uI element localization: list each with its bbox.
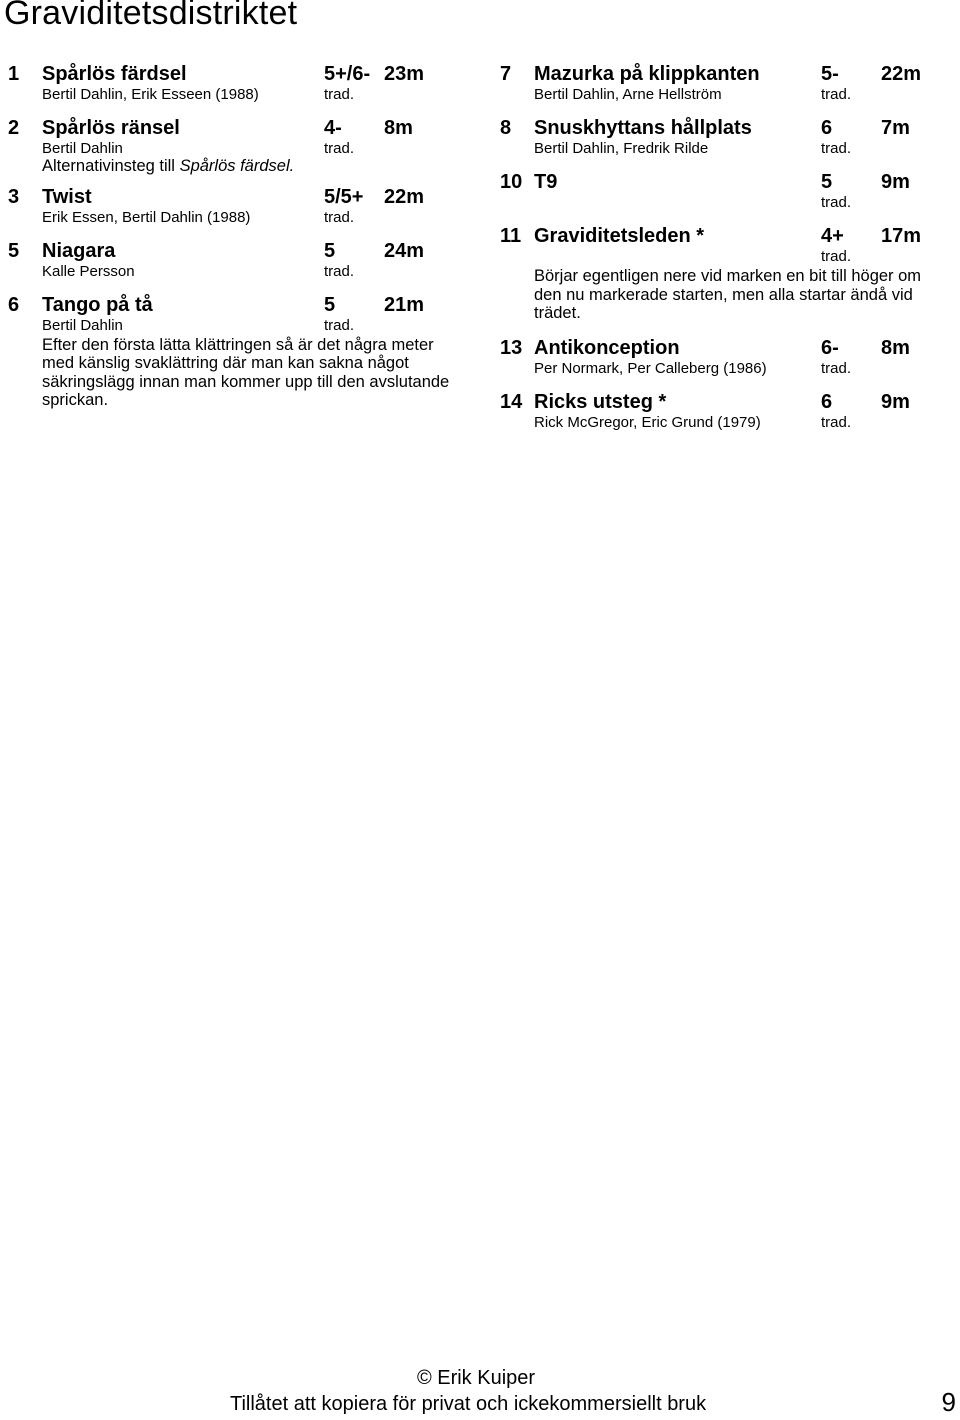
route-details (8, 317, 458, 334)
route-style: trad. (821, 140, 852, 157)
route-details (500, 140, 950, 157)
route-entry (500, 225, 950, 323)
route-length: 23m (384, 63, 425, 85)
route-header (500, 225, 950, 248)
route-name: Tango på tå (42, 293, 153, 316)
route-name: Snuskhyttans hållplats (534, 117, 752, 139)
route-entry (8, 117, 458, 176)
route-description: Börjar egentligen nere vid marken en bit till höger om den nu markerade starten, men alla startar ändå vid trädet. (534, 267, 922, 322)
route-style: trad. (821, 248, 852, 265)
route-header (8, 63, 458, 86)
route-number: 5 (8, 239, 20, 262)
first-ascent: Bertil Dahlin (42, 140, 123, 157)
first-ascent: Bertil Dahlin (42, 316, 123, 334)
route-name: T9 (534, 171, 558, 193)
route-style: trad. (324, 208, 355, 226)
route-description: Efter den första lätta klättringen så är det några meter med känslig svaklättring där man kan sakna något säkringslägg innan man kommer upp till den avslutande sprickan. (42, 335, 450, 409)
route-name: Mazurka på klippkanten (534, 63, 760, 85)
route-style: trad. (324, 86, 355, 103)
route-number: 3 (8, 185, 20, 208)
route-details (8, 263, 458, 280)
route-number: 14 (500, 390, 523, 413)
route-length: 21m (384, 293, 425, 316)
route-number: 2 (8, 117, 20, 139)
page-title: Graviditetsdistriktet (4, 0, 298, 32)
route-details (500, 414, 950, 431)
route-length: 17m (881, 225, 922, 247)
route-length: 8m (881, 336, 910, 359)
route-entry (8, 294, 458, 410)
route-length: 22m (384, 185, 425, 208)
route-number: 7 (500, 63, 512, 85)
route-length: 24m (384, 239, 425, 262)
route-header (8, 240, 458, 263)
route-entry (500, 337, 950, 377)
route-number: 8 (500, 117, 512, 139)
route-reference: Spårlös färdsel. (179, 157, 295, 175)
route-name: Niagara (42, 239, 116, 262)
route-details (500, 248, 950, 265)
page-number: 9 (941, 1387, 956, 1417)
route-description (42, 157, 458, 176)
route-entry (8, 63, 458, 103)
route-grade: 5 (324, 293, 336, 316)
first-ascent: Per Normark, Per Calleberg (1986) (534, 359, 767, 377)
route-details (8, 209, 458, 226)
route-details (8, 86, 458, 103)
route-grade: 4+ (821, 225, 844, 247)
route-description-text: Alternativinsteg till (42, 157, 180, 175)
footer-copyright: © Erik Kuiper (416, 1367, 536, 1389)
route-entry (500, 171, 950, 211)
route-header (500, 391, 950, 414)
route-grade: 4- (324, 117, 342, 139)
route-length: 7m (881, 117, 910, 139)
route-entry (500, 391, 950, 431)
route-style: trad. (821, 194, 852, 211)
route-grade: 6 (821, 390, 833, 413)
route-length: 9m (881, 390, 910, 413)
route-grade: 5/5+ (324, 185, 364, 208)
route-style: trad. (821, 413, 852, 431)
route-number: 13 (500, 336, 523, 359)
first-ascent: Bertil Dahlin, Erik Esseen (1988) (42, 86, 259, 103)
route-grade: 5 (821, 171, 833, 193)
route-details (500, 86, 950, 103)
route-entry (500, 63, 950, 103)
route-number: 6 (8, 293, 20, 316)
route-entry (8, 240, 458, 280)
route-name: Spårlös färdsel (42, 63, 187, 85)
route-details (500, 360, 950, 377)
route-number: 10 (500, 171, 523, 193)
first-ascent: Bertil Dahlin, Arne Hellström (534, 86, 722, 103)
route-header (500, 171, 950, 194)
first-ascent: Erik Essen, Bertil Dahlin (1988) (42, 208, 251, 226)
route-length: 8m (384, 117, 413, 139)
first-ascent: Kalle Persson (42, 262, 135, 280)
route-name: Spårlös ränsel (42, 117, 180, 139)
route-header (500, 117, 950, 140)
first-ascent: Bertil Dahlin, Fredrik Rilde (534, 140, 709, 157)
route-details (500, 194, 950, 211)
first-ascent: Rick McGregor, Eric Grund (1979) (534, 413, 761, 431)
route-grade: 5 (324, 239, 336, 262)
right-column (500, 63, 950, 445)
route-name: Graviditetsleden * (534, 225, 705, 247)
route-header (8, 117, 458, 140)
route-style: trad. (821, 359, 852, 377)
route-header (8, 186, 458, 209)
route-style: trad. (324, 262, 355, 280)
route-number: 1 (8, 63, 20, 85)
route-header (500, 63, 950, 86)
route-header (500, 337, 950, 360)
footer-license: Tillåtet att kopiera för privat och ickekommersiellt bruk (230, 1393, 707, 1415)
left-column (8, 63, 458, 424)
route-style: trad. (324, 140, 355, 157)
route-name: Twist (42, 185, 92, 208)
route-name: Ricks utsteg * (534, 390, 667, 413)
route-style: trad. (821, 86, 852, 103)
route-number: 11 (500, 225, 522, 247)
route-grade: 6 (821, 117, 833, 139)
route-entry (8, 186, 458, 226)
route-style: trad. (324, 316, 355, 334)
route-grade: 5+/6- (324, 63, 371, 85)
route-entry (500, 117, 950, 157)
route-details (8, 140, 458, 157)
route-grade: 5- (821, 63, 839, 85)
route-length: 9m (881, 171, 910, 193)
route-name: Antikonception (534, 336, 680, 359)
route-header (8, 294, 458, 317)
route-length: 22m (881, 63, 922, 85)
route-grade: 6- (821, 336, 839, 359)
